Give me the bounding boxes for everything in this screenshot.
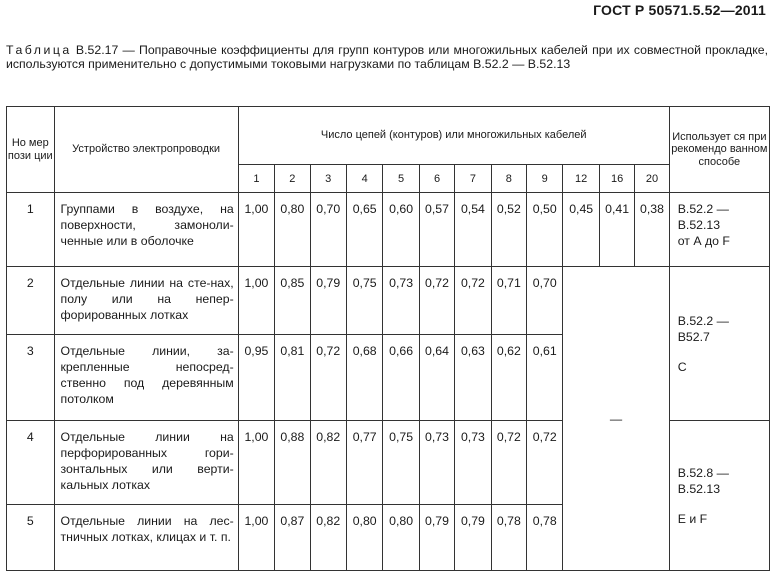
value-cell: 0,79 [455,505,491,571]
used-line: от А до F [677,234,730,248]
count-header: 9 [527,165,563,193]
value-cell: 0,60 [383,193,419,267]
count-header: 20 [635,165,669,193]
header-circuits: Число цепей (контуров) или многожильных кабелей [238,107,669,165]
used-method-cell [669,267,769,421]
value-cell: 0,73 [455,421,491,505]
value-cell: 0,38 [635,193,669,267]
count-header: 5 [383,165,419,193]
value-cell: 0,61 [527,335,563,421]
header-device: Устройство электропроводки [54,107,238,193]
count-header: 2 [275,165,310,193]
value-cell: 0,88 [275,421,310,505]
used-line: Е и F [677,511,708,526]
value-cell: 0,64 [419,335,454,421]
value-cell: 0,73 [383,267,419,335]
value-cell: 0,71 [491,267,526,335]
value-cell: 0,72 [527,421,563,505]
table-caption [6,44,768,71]
standard-number: ГОСТ Р 50571.5.52—2011 [593,2,766,18]
value-cell: 0,82 [310,505,346,571]
correction-factors-table [6,106,770,571]
value-cell: 0,65 [346,193,382,267]
value-cell: 1,00 [238,267,274,335]
value-cell: 0,80 [275,193,310,267]
value-cell: 1,00 [238,421,274,505]
value-cell: 0,70 [527,267,563,335]
value-cell: 0,75 [383,421,419,505]
value-cell: 0,72 [455,267,491,335]
value-cell: 0,77 [346,421,382,505]
value-cell: 0,72 [419,267,454,335]
value-cell: 0,52 [491,193,526,267]
row-number: 5 [7,505,55,571]
row-number: 2 [7,267,55,335]
used-line: В.52.8 — [677,465,729,480]
count-header: 1 [238,165,274,193]
value-cell: 0,78 [491,505,526,571]
used-line: В.52.2 — [677,313,729,328]
count-header: 6 [419,165,454,193]
value-cell: 0,63 [455,335,491,421]
value-cell: 0,78 [527,505,563,571]
table-row [7,267,770,335]
value-cell: 0,80 [346,505,382,571]
used-method-cell [669,421,769,571]
value-cell: 0,75 [346,267,382,335]
device-cell: Отдельные линии на лес-тничных лотках, клицах и т. п. [54,505,238,571]
value-cell: 1,00 [238,193,274,267]
value-cell: 1,00 [238,505,274,571]
value-cell: 0,73 [419,421,454,505]
value-cell: 0,85 [275,267,310,335]
value-cell: 0,68 [346,335,382,421]
used-line: С [677,359,687,374]
count-header: 8 [491,165,526,193]
count-header: 7 [455,165,491,193]
row-number: 4 [7,421,55,505]
device-cell: Отдельные линии на перфорированных гори-зонтальных или верти-кальных лотках [54,421,238,505]
used-line: В.52.13 [677,481,721,496]
value-cell: 0,66 [383,335,419,421]
value-cell: 0,50 [527,193,563,267]
value-cell: 0,82 [310,421,346,505]
count-header: 12 [563,165,599,193]
value-cell: 0,79 [419,505,454,571]
value-cell: 0,79 [310,267,346,335]
header-used-method: Использует ся при рекомендо ванном способе [669,107,769,193]
value-cell: 0,41 [599,193,634,267]
value-cell: 0,45 [563,193,599,267]
value-cell: 0,57 [419,193,454,267]
value-cell: 0,80 [383,505,419,571]
value-cell: 0,62 [491,335,526,421]
row-number: 3 [7,335,55,421]
used-line: В.52.13 [677,218,721,232]
header-position: Но мер пози ции [7,107,55,193]
table-row [7,193,770,267]
caption-text: В.52.17 — Поправочные коэффициенты для групп контуров или многожильных кабелей при их совместной прокладке, используются применительно с допустимыми токовыми нагрузками по таблицам В.52.2 — В.52.13 [6,43,768,71]
value-cell: 0,72 [491,421,526,505]
value-cell: 0,72 [310,335,346,421]
value-cell: 0,95 [238,335,274,421]
value-cell: 0,70 [310,193,346,267]
used-method-cell [669,193,769,267]
count-header: 3 [310,165,346,193]
used-line: В52.7 [677,329,710,344]
row-number: 1 [7,193,55,267]
empty-range-dash: — [563,267,669,571]
count-header: 16 [599,165,634,193]
device-cell: Группами в воздухе, на поверхности, замоноли-ченные или в оболочке [54,193,238,267]
used-line: В.52.2 — [677,202,729,216]
count-header: 4 [346,165,382,193]
value-cell: 0,54 [455,193,491,267]
caption-lead: Таблица [6,43,72,57]
device-cell: Отдельные линии, за-крепленные непосред-ственно под деревянным потолком [54,335,238,421]
value-cell: 0,87 [275,505,310,571]
value-cell: 0,81 [275,335,310,421]
device-cell: Отдельные линии на сте-нах, полу или на непер-форированных лотках [54,267,238,335]
